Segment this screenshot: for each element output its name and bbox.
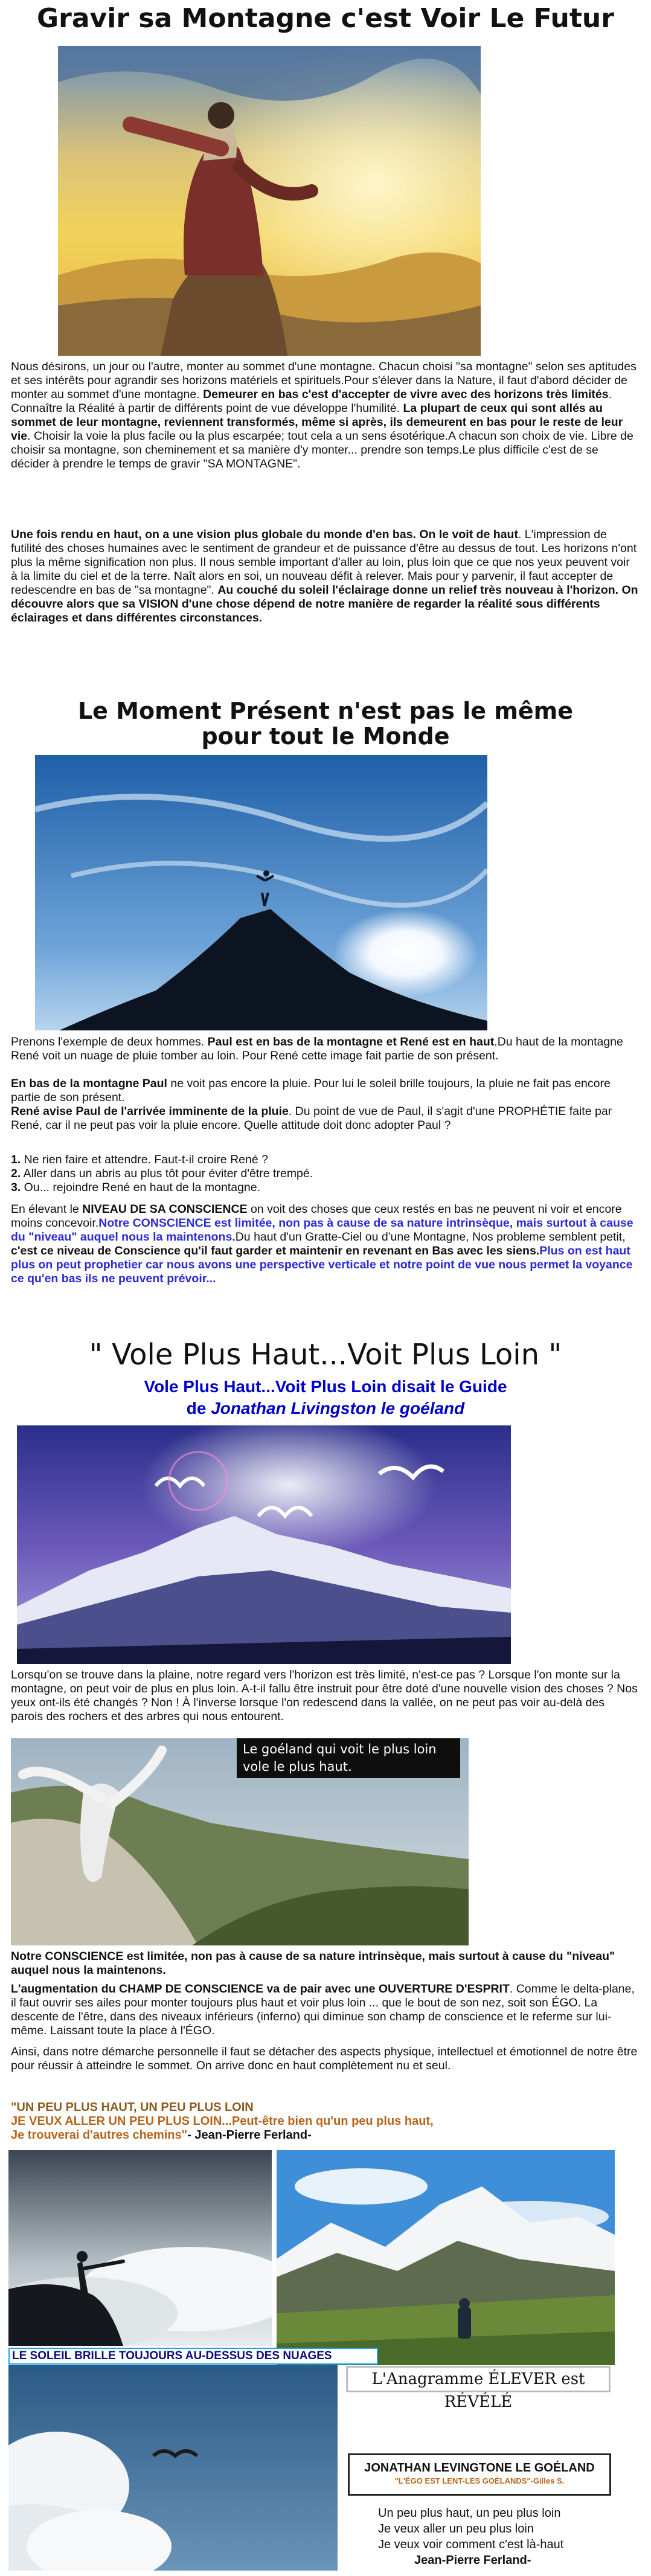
text-run: En bas de la montagne Paul [11, 1077, 167, 1090]
song-line: Un peu plus haut, un peu plus loin [378, 2507, 561, 2520]
subtitle-line-1: Vole Plus Haut...Voit Plus Loin disait le Guide [144, 1377, 507, 1396]
summit-silhouette-image [35, 755, 487, 1030]
text-run: on voit des choses que ceux restés en bas ne peuvent ni voir et encore moins concevoir. [11, 1203, 622, 1230]
seagulls-mountain-image [17, 1425, 511, 1664]
text-run: Au couché du soleil l'éclairage donne un relief très nouveau à l'horizon. On découvre alors que sa VISION d'une chose dépend de notre manière de regarder la réalité sous différents éclairages et dans différentes circonstances. [11, 583, 638, 625]
guide-subtitle: Vole Plus Haut...Voit Plus Loin disait le Guide de Jonathan Livingston le goéland [144, 1377, 507, 1418]
text-run: . Comme le delta-plane, il faut ouvrir ses ailes pour monter toujours plus haut et voir plus loin ... que le bout de son nez, soit son ÉGO. La descente de l'être, dans des niveaux inférieurs (inferno) qui diminue son champ de conscience et le referme sur lui-même. Laissant toute la place à l'ÉGO. [11, 1982, 635, 2037]
text-run: . Choisir la voie la plus facile ou la plus escarpée; tout cela a un sens ésotérique.A chacun son choix de vie. Libre de choisir sa montagne, son cheminement et sa manière d'y monter... prendre son temps.Le plus difficile c'est de se décider à prendre le temps de gravir "SA MONTAGNE". [11, 429, 633, 471]
list-item: 1. Ne rien faire et attendre. Faut-t-il croire René ? [11, 1153, 268, 1166]
text-run: Nous désirons, un jour ou l'autre, monter au sommet d'une montagne. Chacun choisi "sa montagne" selon ses aptitudes et ses intérêts pour agrandir ses horizons matériels et spirituels.Pour s'élever dans la Nature, il faut d'abord décider de monter au sommet d'une montagne. [11, 360, 637, 401]
book-reference: Jonathan Livingston le goéland [211, 1399, 465, 1418]
paragraph-rene [11, 1105, 639, 1132]
text-run: En élevant le [11, 1203, 83, 1216]
text-run: c'est ce niveau de Conscience qu'il faut garder et maintenir en revenant en Bas avec les siens. [11, 1244, 540, 1257]
text-run: Prenons l'exemple de deux hommes. [11, 1035, 208, 1049]
hiker-valley-image [277, 2150, 615, 2365]
book-title-box [348, 2453, 611, 2496]
song-line: Je veux aller un peu plus loin [378, 2522, 534, 2536]
text-run: La plupart de ceux qui sont allés au sommet de leur montagne, reviennent transformés, même si après, ils demeurent en bas pour le reste de leur vie [11, 402, 623, 443]
options-list [11, 1153, 639, 1195]
paragraph-paul [11, 1077, 639, 1105]
song-lyrics [378, 2505, 632, 2568]
anagram-banner: L'Anagramme ÉLEVER est RÉVÉLÉ [347, 2366, 610, 2392]
text-run: Demeurer en bas c'est d'accepter de vivre avec des horizons très limités [203, 388, 609, 401]
section-title-vole: " Vole Plus Haut...Voit Plus Loin " [89, 1338, 562, 1372]
section-title-gravir: Gravir sa Montagne c'est Voir Le Futur [37, 3, 614, 34]
title-line-2: pour tout le Monde [201, 723, 450, 750]
monk-on-peak-image [58, 46, 481, 356]
ferland-quote: "UN PEU PLUS HAUT, UN PEU PLUS LOIN JE VEUX ALLER UN PEU PLUS LOIN...Peut-être bien qu'un peu plus haut, Je trouverai d'autres chemins"- Jean-Pierre Ferland- [11, 2101, 434, 2142]
text-run: . Connaître la Réalité à partir de différents point de vue développe l'humilité. [11, 388, 612, 415]
text-run: L'augmentation du CHAMP DE CONSCIENCE va de pair avec une OUVERTURE D'ESPRIT [11, 1982, 510, 1996]
paragraph-intro [11, 360, 639, 471]
paragraph-two-men [11, 1035, 639, 1063]
paragraph-vision [11, 528, 639, 625]
book-subtitle: "L'ÉGO EST LENT-LES GOÉLANDS"-Gilles S. [394, 2476, 565, 2485]
paragraph-champ [11, 1982, 639, 2038]
paragraph-conscience [11, 1203, 639, 1286]
text-run: . L'impression de futilité des choses humaines avec le sentiment de grandeur et de puissance d'être au dessus de tout. Les horizons n'ont plus la même signification non plus. Il nous semble important d'aller au loin, plus loin que ce que nos yeux peuvent voir à la limite du ciel et de la terre. Naît alors en soi, un nouveau défit à relever. Mais pour y parvenir, il faut accepter de redescendre en bas de "sa montagne". [11, 528, 637, 597]
list-item: 2. Aller dans un abris au plus tôt pour éviter d'être trempé. [11, 1167, 313, 1180]
paragraph-limite: Notre CONSCIENCE est limitée, non pas à cause de sa nature intrinsèque, mais surtout à cause du "niveau" auquel nous la maintenons. [11, 1950, 615, 1977]
sun-caption: LE SOLEIL BRILLE TOUJOURS AU-DESSUS DES NUAGES [8, 2348, 378, 2365]
text-run: NIVEAU DE SA CONSCIENCE [82, 1203, 248, 1216]
paragraph-sommet: Ainsi, dans notre démarche personnelle il faut se détacher des aspects physique, intellectuel et émotionnel de notre être pour réussir à atteindre le sommet. On arrive donc en haut complètement nu et seul. [11, 2045, 638, 2072]
text-run: Notre CONSCIENCE est limitée, non pas à cause de sa nature intrinsèque, mais surtout à cause du "niveau" auquel nous la maintenons. [11, 1216, 633, 1244]
text-run: Une fois rendu en haut, on a une vision plus globale du monde d'en bas. On le voit de haut [11, 528, 518, 541]
text-run: René avise Paul de l'arrivée imminente de la pluie [11, 1105, 289, 1118]
text-run: ne voit pas encore la pluie. Pour lui le soleil brille toujours, la pluie ne fait pas encore partie de son présent. [11, 1077, 611, 1104]
text-run: . Du point de vue de Paul, il s'agit d'une PROPHÉTIE faite par René, car il ne peut pas voir la pluie encore. Quelle attitude doit donc adopter Paul ? [11, 1105, 612, 1132]
song-line: Je veux voir comment c'est là-haut [378, 2538, 564, 2551]
list-item: 3. Ou... rejoindre René en haut de la montagne. [11, 1181, 261, 1194]
section-title-moment [0, 698, 651, 749]
song-author: Jean-Pierre Ferland- [414, 2554, 531, 2567]
man-pointing-clouds-image [8, 2150, 272, 2346]
text-run: Du haut d'un Gratte-Ciel ou d'une Montagne, Nos probleme semblent petit, [235, 1230, 626, 1244]
paragraph-plaine: Lorsqu'on se trouve dans la plaine, notre regard vers l'horizon est très limité, n'est-ce pas ? Lorsque l'on monte sur la montagne, on peut voir de plus en plus loin. A-t-il fallu être instruit pour être doté d'une nouvelle vision des choses ? Nos yeux ont-ils été changés ? Non ! À l'inverse lorsque l'on redescend dans la vallée, on ne peut pas voir au-delà des parois des rochers et des arbres qui nous entourent. [11, 1668, 638, 1723]
gull-sky-image [8, 2365, 338, 2571]
text-run: .Du haut de la montagne René voit un nuage de pluie tomber au loin. Pour René cette image fait partie de son présent. [11, 1035, 623, 1062]
gull-caption: Le goéland qui voit le plus loin vole le plus haut. [237, 1738, 460, 1778]
text-run: Plus on est haut plus on peut prophetier car nous avons une perspective verticale et notre point de vue nous permet la voyance ce qu'en bas ils ne peuvent prévoir... [11, 1244, 633, 1285]
text-run: Paul est en bas de la montagne et René est en haut [207, 1035, 495, 1049]
book-title: JONATHAN LEVINGTONE LE GOÉLAND [364, 2461, 595, 2475]
title-line-1: Le Moment Présent n'est pas le même [77, 698, 574, 724]
